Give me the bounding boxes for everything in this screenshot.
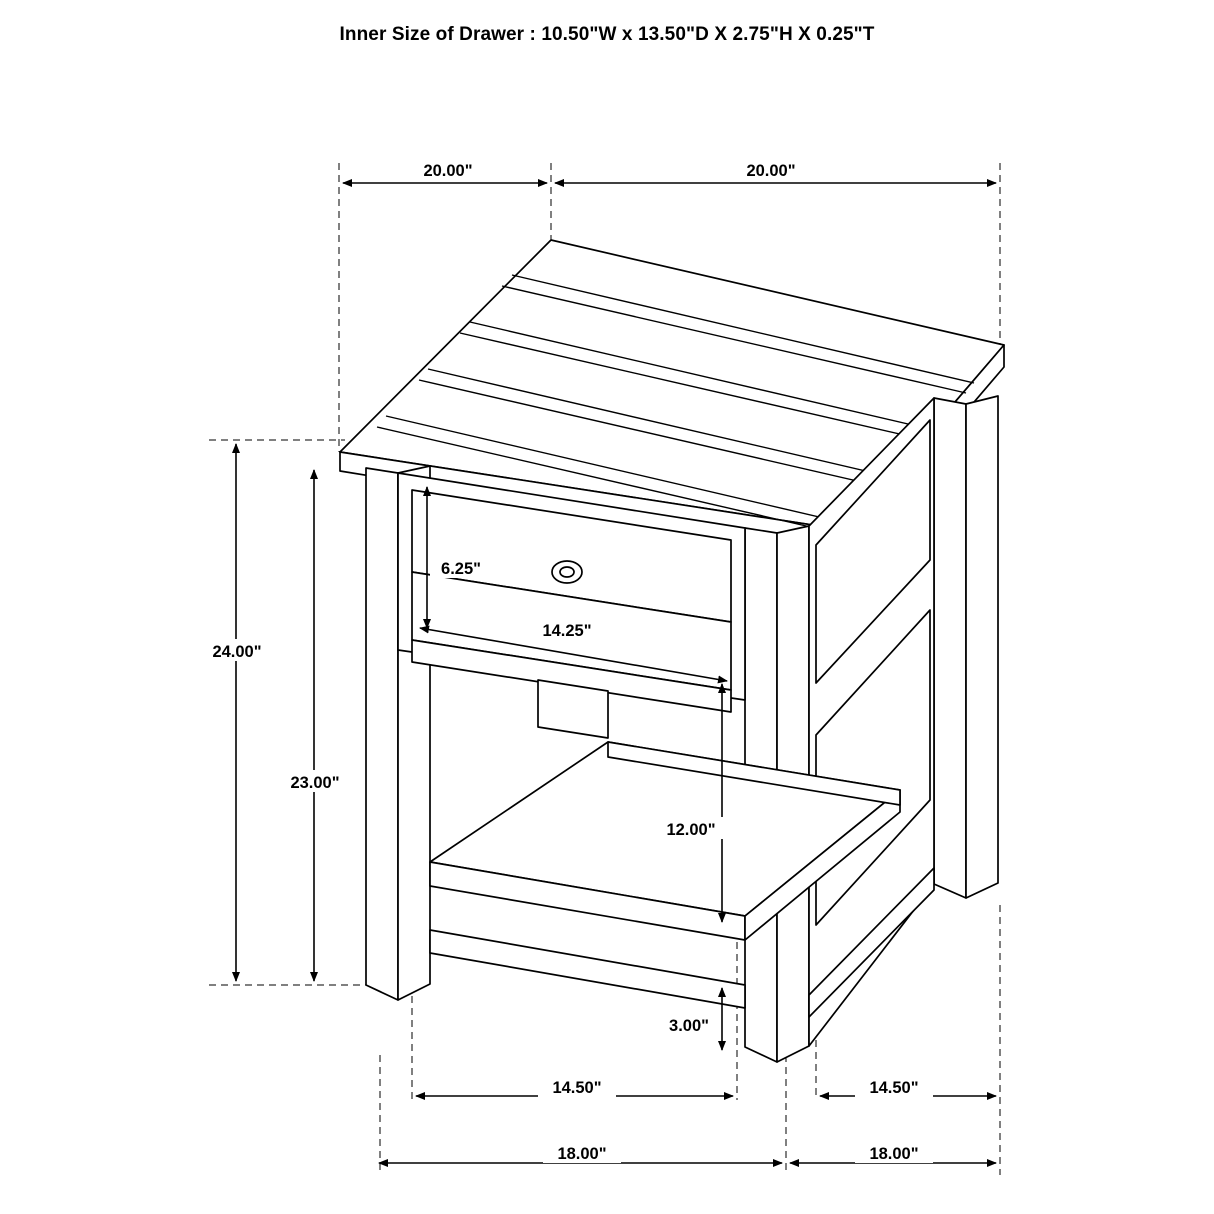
page-title: Inner Size of Drawer : 10.50"W x 13.50"D X 2.75"H X 0.25"T [339, 24, 875, 45]
dim-base-width-left: 18.00" [557, 1145, 607, 1163]
dim-shelf-clearance: 12.00" [666, 821, 716, 839]
dim-top-width-right: 20.00" [746, 162, 796, 180]
dim-base-width-right: 18.00" [869, 1145, 919, 1163]
bottom-stretcher [430, 930, 745, 1008]
dim-overall-height: 24.00" [212, 643, 262, 661]
drawer-pull-inner [560, 567, 574, 577]
dim-drawer-height: 6.25" [441, 560, 481, 578]
dim-drawer-width: 14.25" [542, 622, 592, 640]
dim-leg-clearance: 3.00" [669, 1017, 709, 1035]
center-support [538, 680, 608, 738]
dim-height-to-top: 23.00" [290, 774, 340, 792]
rear-right-leg-side [966, 396, 998, 898]
front-left-leg [366, 468, 398, 1000]
dim-inner-width-left: 14.50" [552, 1079, 602, 1097]
table-body [340, 240, 1004, 1062]
dim-inner-width-right: 14.50" [869, 1079, 919, 1097]
dim-top-width-left: 20.00" [423, 162, 473, 180]
rear-right-leg [934, 398, 966, 898]
